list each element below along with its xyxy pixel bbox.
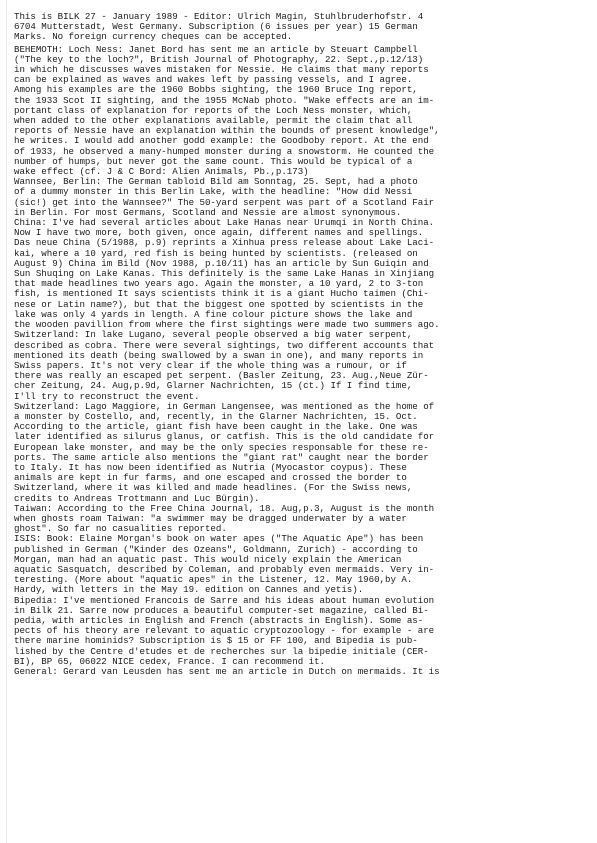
masthead-line: This is BILK 27 - January 1989 - Editor: Ulrich Magin, Stuhlbruderhofstr. 4 [14,11,424,22]
masthead-line: Marks. No foreign currency cheques can be accepted. [14,31,293,43]
text-line: a monster by Costello, and, recently, in the Glarner Nachrichten, 15. Oct. [14,410,418,422]
text-line: cher Zeitung, 24. Aug,p.9d, Glarner Nachrichten, 15 (ct.) If I find time, [14,380,413,392]
page-edge [6,0,7,843]
text-line: Bipedia: I've mentioned Francois de Sarre and his ideas about human evolution [14,594,435,606]
text-line: that made headlines two years ago. Again the monster, a 10 yard, 2 to 3-ton [14,278,424,290]
text-line: Switzerland: Lago Maggiore, in German Langensee, was mentioned as the home of [14,400,435,412]
section-switzerland-lugano [14,330,586,401]
masthead-line: 6704 Mutterstadt, West Germany. Subscription (6 issues per year) 15 German [14,21,418,33]
text-line: when added to the other explanations available, permit the claim that all [14,115,413,127]
text-line: in Bilk 21. Sarre now produces a beautiful computer-set magazine, called Bi- [14,604,429,616]
text-line: fish, is mentioned It says scientists think it is a giant Hucho taimen (Chi- [14,288,429,300]
text-line: reports of Nessie have an explanation within the bounds of present knowledge", [14,125,440,137]
text-line: mentioned its death (being swallowed by a swan in one), and many reports in [14,349,424,361]
section-behemoth [14,45,586,178]
section-bipedia [14,596,586,667]
text-line: Among his examples are the 1960 Bobbs sighting, the 1960 Bruce Ing report, [14,84,418,96]
text-line: he writes. I would add another godd example: the Goodboby report. At the end [14,135,429,147]
text-line: later identified as silurus glanus, or catfish. This is the old candidate for [14,431,435,443]
section-china [14,218,586,330]
section-switzerland-maggiore [14,402,586,504]
text-line: in Berlin. For most Germans, Scotland and Nessie are almost synonymous. [14,206,402,218]
text-line: there marine hominids? Subscription is $ 15 or FF 100, and Bipedia is pub- [14,635,418,647]
text-line: BI), BP 65, 06022 NICE cedex, France. I can recommend it. [14,655,325,667]
text-line: described as cobra. There were several sightings, two different accounts that [14,339,435,351]
text-line: General: Gerard van Leusden has sent me an article in Dutch on mermaids. It is [14,666,440,677]
text-line: of a dummy monster in this Berlin Lake, with the headline: "How did Nessi [14,186,413,198]
text-line: Now I have two more, both given, once again, different names and spellings. [14,227,424,239]
text-line: number of humps, but never got the same count. This would be typical of a [14,155,413,167]
text-line: Sun Shuqing on Lake Kanas. This definitely is the same Lake Hanas in Xinjiang [14,268,435,280]
section-general [14,667,586,677]
text-line: nese or Latin name?), but that the biggest one spotted by scientists in the [14,298,424,310]
text-line: pedia, with articles in English and French (abstracts in English). Some as- [14,614,424,626]
text-line: can be explained as waves and wakes left by passing vessels, and I agree. [14,74,413,86]
text-line: European lake monster, and may be the only species responsable for these re- [14,441,429,453]
text-line: portant class of explanation for reports of the Loch Ness monster, which, [14,104,413,116]
text-line: I'll try to reconstruct the event. [14,390,200,402]
text-line: ghost". So far no casualities reported. [14,523,227,535]
text-line: pects of his theory are relevant to aquatic cryptozoology - for example - are [14,625,435,637]
section-taiwan [14,504,586,535]
article-body [14,45,586,678]
newsletter-page [14,12,586,677]
text-line: Switzerland: In lake Lugano, several people observed a big water serpent, [14,329,413,341]
text-line: aquatic Sasquatch, described by Coleman, and probably even mermaids. Very in- [14,563,435,575]
text-line: wake effect (cf. J & C Bord: Alien Animals, Pb.,p.173) [14,166,309,178]
text-line: China: I've had several articles about Lake Hanas near Urumqi in North China. [14,217,435,229]
section-isis [14,534,586,595]
text-line: Hardy, with letters in the May 19. edition on Cannes and yetis). [14,584,364,596]
text-line: teresting. (More about "aquatic apes" in the Listener, 12. May 1960,by A. [14,574,413,586]
text-line: the wooden pavillion from where the first sightings were made two summers ago. [14,319,440,331]
text-line: Das neue China (5/1988, p.9) reprints a Xinhua press release about Lake Laci- [14,237,435,249]
text-line: (sic!) get into the Wannsee?" The 50-yard serpent was part of a Scotland Fair [14,196,435,208]
text-line: to Italy. It has now been identified as Nutria (Myocastor coypus). These [14,461,407,473]
text-line: published in German ("Kinder des Ozeans", Goldmann, Zurich) - according to [14,543,418,555]
text-line: animals are kept in fur farms, and one escaped and crossed the border to [14,472,407,484]
text-line: of 1933, he observed a many-humped monster during a snowstorm. He counted the [14,145,435,157]
text-line: August 9) China im Bild (Nov 1988, p.10/11) has an article by Sun Guiqin and [14,257,429,269]
text-line: when ghosts roam Taiwan: "a swimmer may be dragged underwater by a water [14,512,407,524]
text-line: Switzerland, where it was killed and made headlines. (For the Swiss news, [14,482,413,494]
text-line: ISIS: Book: Elaine Morgan's book on water apes ("The Aquatic Ape") has been [14,533,424,545]
text-line: lished by the Centre d'etudes et de recherches sur la bipedie initiale (CER- [14,645,429,657]
masthead [14,12,586,43]
text-line: in which he discusses waves mistaken for Nessie. He claims that many reports [14,64,429,76]
section-wannsee [14,177,586,218]
text-line: lake was only 4 yards in length. A fine colour picture shows the lake and [14,308,413,320]
text-line: Taiwan: According to the Free China Journal, 18. Aug,p.3, August is the month [14,502,435,514]
text-line: ("The key to the loch?", British Journal of Photography, 22. Sept.,p.12/13) [14,53,424,65]
text-line: Morgan, man had an aquatic past. This would nicely explain the American [14,553,402,565]
text-line: kai, where a 10 yard, red fish is being hunted by scientists. (released on [14,247,418,259]
text-line: Wannsee, Berlin: The German tabloid Bild am Sonntag, 25. Sept, had a photo [14,176,418,188]
text-line: the 1933 Scot II sighting, and the 1955 McNab photo. "Wake effects are an im- [14,94,435,106]
text-line: credits to Andreas Trottmann and Luc Bürgin). [14,492,260,504]
text-line: ports. The same article also mentions the "giant rat" caught near the border [14,451,429,463]
text-line: According to the article, giant fish have been caught in the lake. One was [14,421,418,433]
text-line: Swiss papers. It's not very clear if the whole thing was a rumour, or if [14,359,407,371]
text-line: there was really an escaped pet serpent. (Basler Zeitung, 23. Aug.,Neue Zür- [14,370,429,382]
text-line: BEHEMOTH: Loch Ness: Janet Bord has sent me an article by Steuart Campbell [14,43,418,55]
